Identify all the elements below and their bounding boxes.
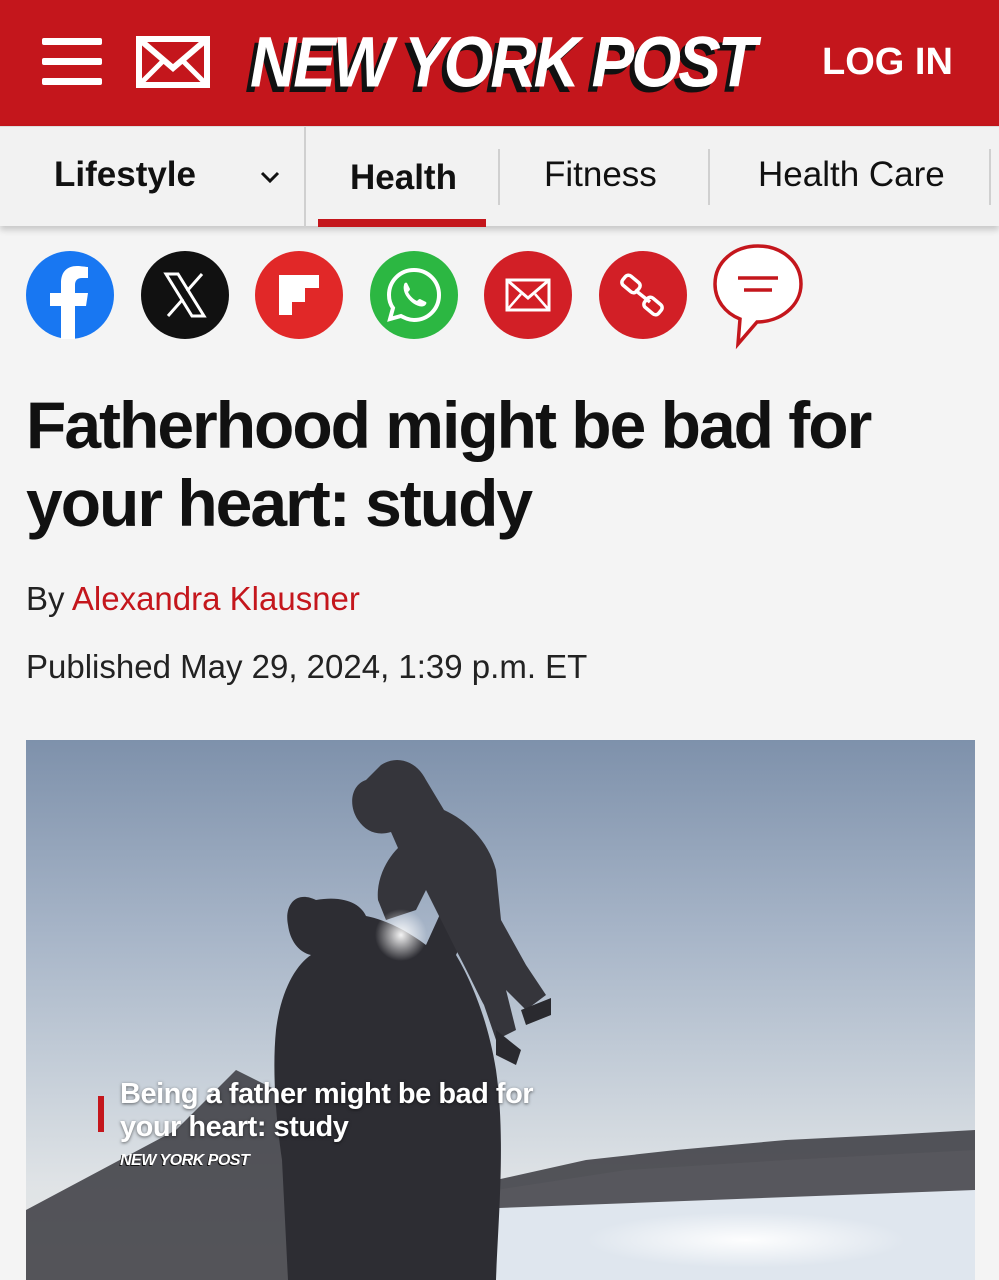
x-icon[interactable] — [140, 250, 230, 340]
tab-fitness[interactable] — [498, 149, 708, 205]
hamburger-menu-icon[interactable] — [42, 38, 102, 86]
envelope-icon[interactable] — [136, 36, 210, 88]
whatsapp-icon[interactable] — [369, 250, 459, 340]
tab-health-care[interactable] — [708, 149, 991, 205]
video-caption: Being a father might be bad for your heart: study — [120, 1078, 534, 1143]
flipboard-icon[interactable] — [254, 250, 344, 340]
hero-video[interactable] — [26, 740, 975, 1280]
section-nav — [0, 126, 999, 226]
tab-label: Health — [350, 158, 457, 197]
tab-health[interactable] — [318, 127, 486, 227]
caption-accent-bar — [98, 1096, 104, 1132]
hero-video-scene — [26, 740, 975, 1280]
byline-prefix: By — [26, 580, 65, 617]
section-dropdown-lifestyle[interactable] — [0, 127, 306, 227]
comment-icon[interactable] — [712, 242, 804, 350]
tab-label: Health Care — [758, 155, 945, 194]
link-icon[interactable] — [598, 250, 688, 340]
published-date: Published May 29, 2024, 1:39 p.m. ET — [26, 648, 588, 685]
chevron-down-icon — [258, 169, 282, 185]
site-header — [0, 0, 999, 126]
site-logo[interactable]: NEW YORK POST — [250, 21, 754, 103]
section-dropdown-label: Lifestyle — [54, 155, 196, 194]
email-icon[interactable] — [483, 250, 573, 340]
login-button[interactable]: LOG IN — [822, 41, 953, 83]
active-tab-indicator — [318, 219, 486, 227]
facebook-icon[interactable] — [25, 250, 115, 340]
tab-label: Fitness — [544, 155, 657, 194]
video-watermark: NEW YORK POST — [120, 1152, 250, 1169]
author-link[interactable]: Alexandra Klausner — [71, 580, 360, 617]
byline — [26, 580, 360, 618]
article-headline: Fatherhood might be bad for your heart: study — [26, 388, 871, 540]
